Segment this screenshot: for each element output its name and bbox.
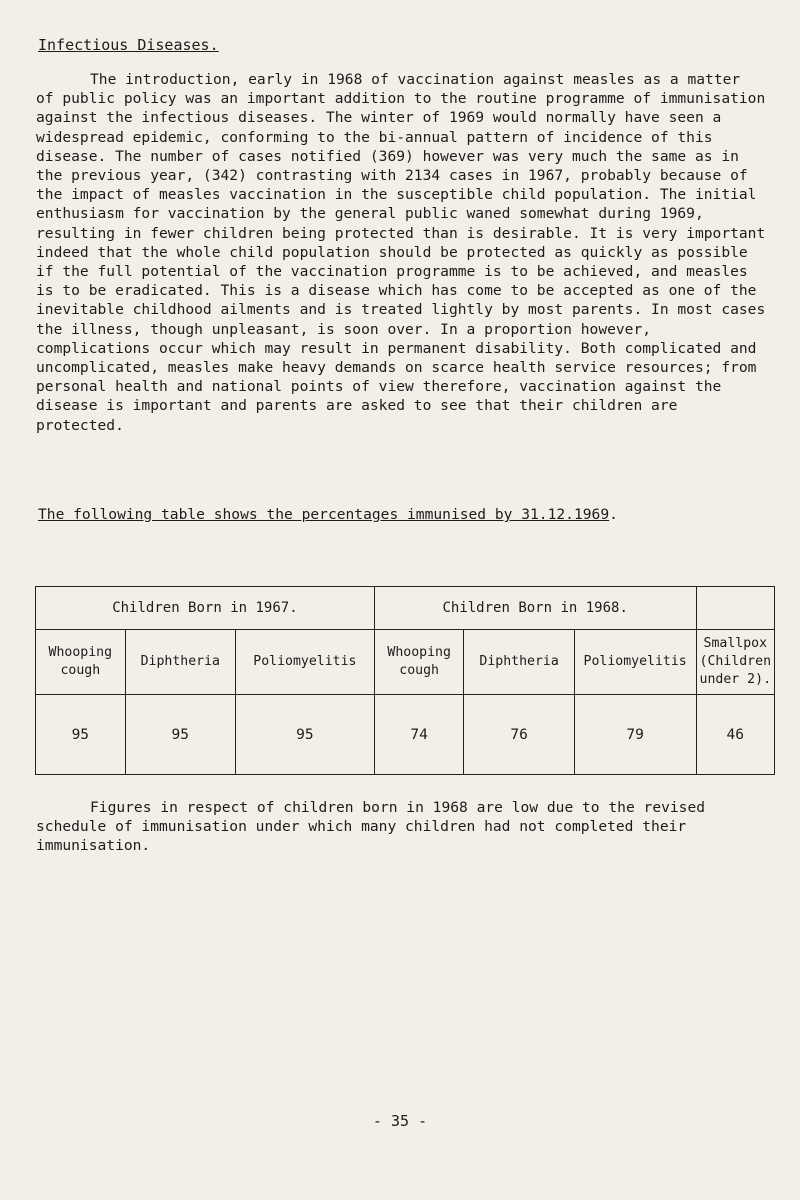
value-whooping-cough-1968: 74: [374, 695, 464, 775]
immunisation-table: [35, 586, 775, 775]
section-title: Infectious Diseases.: [38, 36, 219, 54]
table-header-row: [36, 630, 775, 695]
value-whooping-cough-1967: 95: [36, 695, 126, 775]
table-row: [36, 695, 775, 775]
header-diphtheria-1967: Diphtheria: [125, 630, 235, 695]
group-header-1967: Children Born in 1967.: [36, 587, 375, 630]
header-whooping-cough-1967: Whooping cough: [36, 630, 126, 695]
value-diphtheria-1968: 76: [464, 695, 574, 775]
table-caption: [38, 506, 618, 523]
table-caption-end: .: [609, 506, 618, 523]
header-poliomyelitis-1967: Poliomyelitis: [235, 630, 374, 695]
table-caption-text: The following table shows the percentages immunised by 31.12.1969: [38, 506, 610, 523]
table-group-row: [36, 587, 775, 630]
header-poliomyelitis-1968: Poliomyelitis: [574, 630, 696, 695]
group-header-empty: [696, 587, 774, 630]
page-number: - 35 -: [372, 1112, 428, 1130]
value-poliomyelitis-1967: 95: [235, 695, 374, 775]
group-header-1968: Children Born in 1968.: [374, 587, 696, 630]
value-smallpox: 46: [696, 695, 774, 775]
header-smallpox: Smallpox (Children under 2).: [696, 630, 774, 695]
value-poliomyelitis-1968: 79: [574, 695, 696, 775]
header-diphtheria-1968: Diphtheria: [464, 630, 574, 695]
intro-paragraph: The introduction, early in 1968 of vaccination against measles as a matter of public policy was an important addition to the routine programme of immunisation against the infectious diseases. The winter of 1969 would normally have seen a widespread epidemic, conforming to the bi-annual pattern of incidence of this disease. The number of cases notified (369) however was very much the same as in the previous year, (342) contrasting with 2134 cases in 1967, probably because of the impact of measles vaccination in the susceptible child population. The initial enthusiasm for vaccination by the general public waned somewhat during 1969, resulting in fewer children being protected than is desirable. It is very important indeed that the whole child population should be protected as quickly as possible if the full potential of the vaccination programme is to be achieved, and measles is to be eradicated. This is a disease which has come to be accepted as one of the inevitable childhood ailments and is treated lightly by most parents. In most cases the illness, though unpleasant, is soon over. In a proportion however, complications occur which may result in permanent disability. Both complicated and uncomplicated, measles make heavy demands on scarce health service resources; from personal health and national points of view therefore, vaccination against the disease is important and parents are asked to see that their children are protected.: [36, 71, 766, 434]
note-paragraph: Figures in respect of children born in 1968 are low due to the revised schedule of immunisation under which many children had not completed their immunisation.: [36, 799, 706, 855]
value-diphtheria-1967: 95: [125, 695, 235, 775]
header-whooping-cough-1968: Whooping cough: [374, 630, 464, 695]
